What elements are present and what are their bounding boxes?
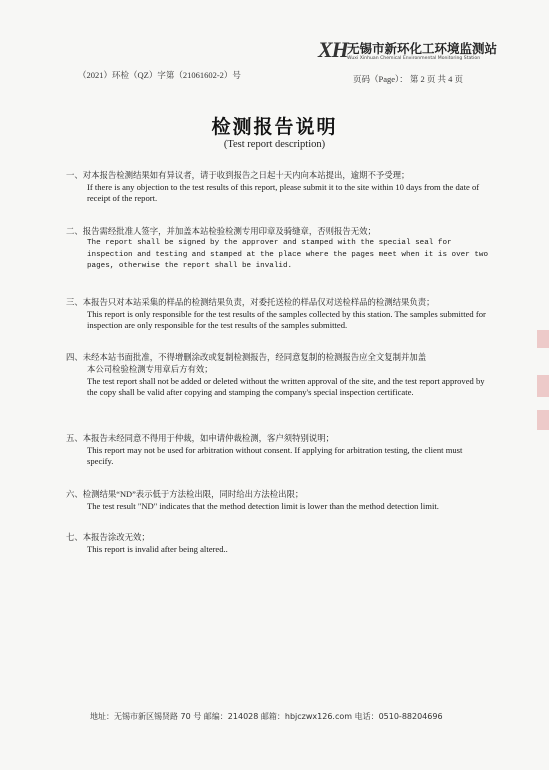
logo-mark: XH	[318, 37, 348, 62]
company-logo	[318, 37, 498, 67]
note-item-en: The test result "ND" indicates that the method detection limit is lower than the method detection limit.	[87, 501, 439, 511]
note-item-en: This report is invalid after being altered..	[87, 544, 228, 554]
footer-contact: 地址：无锡市新区锡贤路 70 号 邮编：214028 邮箱：hbjczwx126.com 电话：0510-88204696	[90, 712, 443, 721]
note-item-5	[66, 433, 490, 467]
company-name-cn: 无锡市新环化工环境监测站	[347, 41, 498, 56]
note-item-en: If there is any objection to the test results of this report, please submit it to the site within 10 days from the date of receipt of the report.	[87, 182, 480, 203]
note-item-cn: 六、检测结果“ND”表示低于方法检出限，同时给出方法检出限；	[66, 490, 304, 499]
page-info: 页码（Page）： 第 2 页 共 4 页	[353, 74, 464, 84]
company-name-en: Wuxi Xinhuan Chemical Environmental Monitoring Station	[347, 56, 481, 61]
note-item-en: The report shall be signed by the approver and stamped with the special seal for inspection and testing and stamped at the place where the pages meet when it is over two pages, otherwise the report shall be invalid.	[87, 239, 489, 270]
seal-edge-mark	[537, 410, 549, 430]
note-item-en: This report may not be used for arbitration without consent. If applying for arbitration testing, the client must specify.	[87, 445, 463, 466]
page-subtitle: (Test report description)	[223, 139, 326, 150]
note-item-cn: 二、报告需经批准人签字，并加盖本站检验检测专用印章及骑缝章，否则报告无效；	[66, 227, 376, 236]
note-item-cn: 四、未经本站书面批准，不得增删涂改或复制检测报告，经同意复制的检测报告应全文复制并加盖	[66, 353, 427, 362]
note-item-en: This report is only responsible for the test results of the samples collected by this station. The samples submitted for inspection are only responsible for the test results of the samples submitted.	[87, 309, 486, 330]
note-item-cn: 五、本报告未经同意不得用于仲裁，如申请仲裁检测，客户须特别说明；	[66, 434, 334, 443]
note-item-cn: 七、本报告涂改无效；	[66, 533, 150, 542]
seal-edge-mark	[537, 375, 549, 397]
note-item-en: The test report shall not be added or deleted without the written approval of the site, and the test report approved by the copy shall be valid after copying and stamping the company's special inspection certificate.	[87, 376, 485, 397]
note-item-cn: 一、对本报告检测结果如有异议者，请于收到报告之日起十天内向本站提出，逾期不予受理；	[66, 171, 410, 180]
note-item-7	[66, 532, 490, 555]
note-item-cn-continued: 本公司检验检测专用章后方有效；	[87, 365, 213, 374]
page-title: 检测报告说明	[211, 116, 338, 138]
note-item-4	[66, 352, 490, 398]
note-item-2	[66, 226, 490, 273]
seal-edge-mark	[537, 330, 549, 348]
document-number: （2021）环检（QZ）字第（21061602-2）号	[78, 70, 241, 80]
note-item-3	[66, 297, 490, 331]
note-item-6	[66, 489, 490, 512]
note-item-cn: 三、本报告只对本站采集的样品的检测结果负责，对委托送检的样品仅对送检样品的检测结果负责；	[66, 298, 435, 307]
note-item-1	[66, 170, 490, 204]
